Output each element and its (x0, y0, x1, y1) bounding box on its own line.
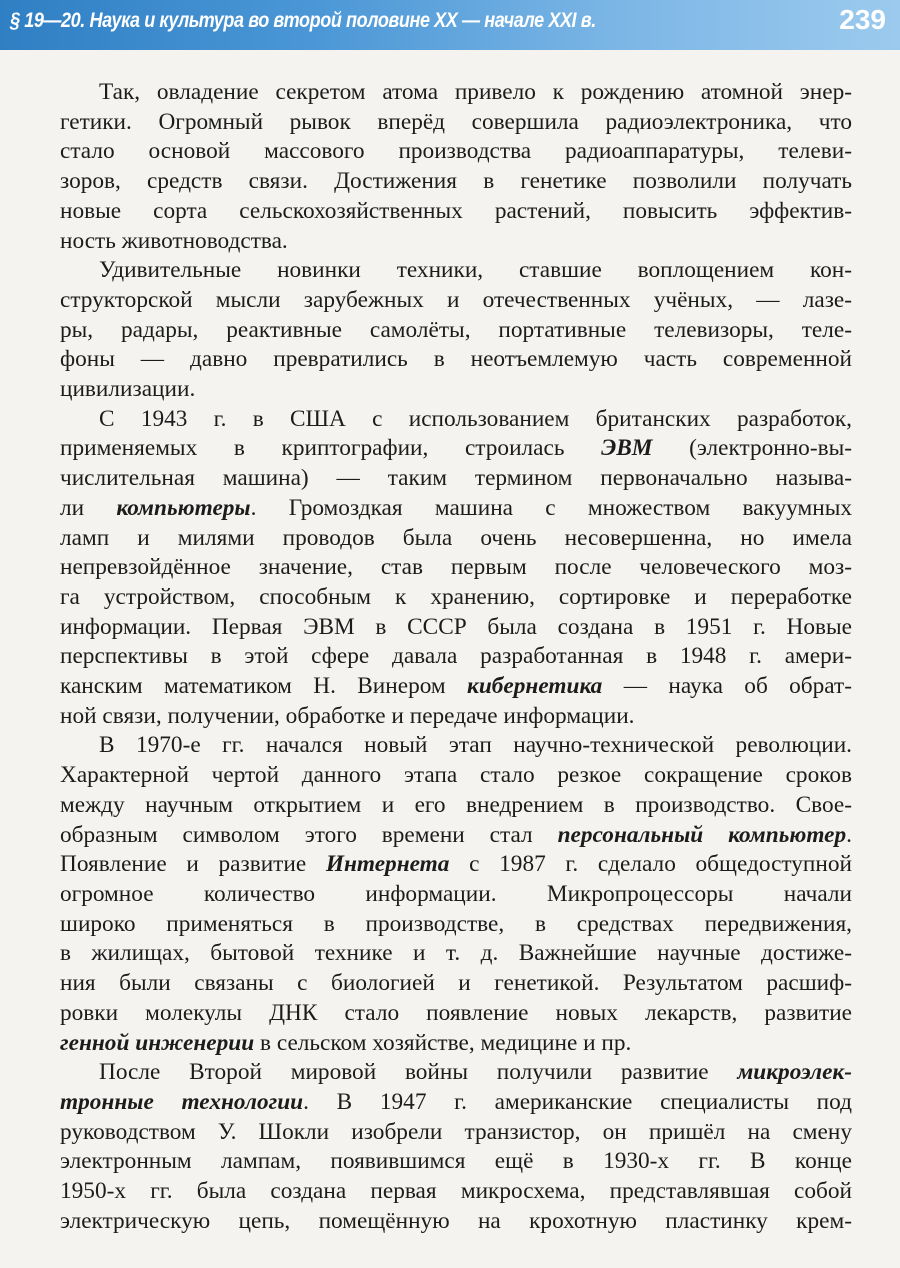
text-line: огромное количество информации. Микропроцессоры начали (60, 880, 852, 907)
paragraph-1970s (60, 731, 852, 1058)
text-line: ламп и милями проводов была очень несовершенна, но имела (60, 524, 852, 551)
text-line: между научным открытием и его внедрением в производство. Свое- (60, 791, 852, 818)
text-line (60, 1029, 852, 1059)
text-run: . (846, 821, 852, 848)
text-run: (электронно-вы- (652, 435, 852, 462)
page-number: 239 (839, 4, 886, 35)
text-line (60, 494, 852, 524)
paragraph-atom (60, 78, 852, 256)
text-line (60, 672, 852, 702)
text-line: Так, овладение секретом атома привело к рождению атомной энер- (99, 79, 852, 105)
term-genetic-engineering: генной инженерии (60, 1029, 255, 1056)
text-line: новые сорта сельскохозяйственных растений, повысить эффектив- (60, 197, 852, 224)
text-line: 1950-х гг. была создана первая микросхема, представлявшая собой (60, 1178, 852, 1205)
text-line: перспективы в этой сфере давала разработанная в 1948 г. амери- (60, 643, 852, 670)
term-microelectronics-part2: тронные технологии (60, 1088, 304, 1115)
text-run: в сельском хозяйстве, медицине и пр. (254, 1029, 632, 1056)
text-line: гетики. Огромный рывок вперёд совершила радиоэлектроника, что (60, 108, 852, 135)
paragraph-computers (60, 405, 852, 732)
text-run: канским математиком Н. Винером (60, 673, 468, 700)
text-line: цивилизации. (60, 376, 196, 403)
page-body (60, 78, 852, 1236)
text-run: — наука об обрат- (602, 673, 852, 700)
text-line: ной связи, получении, обработке и передаче информации. (60, 702, 635, 729)
text-run: . Громоздкая машина с множеством вакуумных (250, 494, 852, 521)
text-line (60, 1088, 852, 1118)
text-line: ность животноводства. (60, 227, 288, 254)
text-line: в жилищах, бытовой технике и т. д. Важнейшие научные достиже- (60, 940, 852, 967)
text-run: применяемых в криптографии, строилась (60, 435, 602, 462)
text-line: электрическую цепь, помещённую на крохотную пластинку крем- (60, 1207, 852, 1234)
text-line: Характерной чертой данного этапа стало резкое сокращение сроков (60, 762, 852, 789)
text-line: стало основой массового производства радиоаппаратуры, телеви- (60, 138, 852, 165)
text-line (60, 850, 852, 880)
paragraph-technology (60, 256, 852, 405)
text-run: После Второй мировой войны получили развитие (99, 1059, 738, 1086)
paragraph-microelectronics (60, 1058, 852, 1236)
text-run: с 1987 г. сделало общедоступной (449, 851, 852, 878)
text-line: электронным лампам, появившимся ещё в 1930-х гг. В конце (60, 1148, 852, 1175)
text-run: образным символом этого времени стал (60, 821, 558, 848)
text-line: числительная машина) — таким термином первоначально называ- (60, 465, 852, 492)
text-line: Удивительные новинки техники, ставшие воплощением кон- (99, 257, 852, 284)
text-line: зоров, средств связи. Достижения в генетике позволили получать (60, 168, 852, 195)
text-line (60, 821, 852, 851)
text-line: информации. Первая ЭВМ в СССР была создана в 1951 г. Новые (60, 613, 852, 640)
term-computers: компьютеры (116, 494, 251, 521)
text-line: С 1943 г. в США с использованием британских разработок, (99, 405, 852, 432)
text-line (60, 434, 852, 464)
text-line: руководством У. Шокли изобрели транзистор, он пришёл на смену (60, 1118, 852, 1145)
chapter-title: § 19—20. Наука и культура во второй половине XX — начале XXI в. (10, 9, 596, 32)
term-microelectronics-part1: микроэлек- (737, 1059, 852, 1086)
text-line: непревзойдённое значение, став первым после человеческого моз- (60, 554, 852, 581)
text-run: . В 1947 г. американские специалисты под (303, 1088, 852, 1115)
term-cybernetics: кибернетика (467, 673, 603, 700)
text-line: ры, радары, реактивные самолёты, портативные телевизоры, теле- (60, 316, 852, 343)
text-line: В 1970-е гг. начался новый этап научно-технической революции. (99, 732, 852, 759)
text-line: га устройством, способным к хранению, сортировке и переработке (60, 583, 852, 610)
page-header (0, 0, 900, 50)
text-run: Появление и развитие (60, 851, 326, 878)
term-evm: ЭВМ (601, 435, 653, 462)
text-line: широко применяться в производстве, в средствах передвижения, (60, 910, 852, 937)
term-internet: Интернета (325, 851, 450, 878)
text-line: фоны — давно превратились в неотъемлемую часть современной (60, 346, 852, 373)
text-line (60, 1058, 852, 1088)
term-personal-computer: персональный компьютер (557, 821, 847, 848)
text-line: структорской мысли зарубежных и отечественных учёных, — лазе- (60, 286, 852, 313)
text-line: ровки молекулы ДНК стало появление новых лекарств, развитие (60, 999, 852, 1026)
text-run: ли (60, 494, 117, 521)
text-line: ния были связаны с биологией и генетикой. Результатом расшиф- (60, 970, 852, 997)
